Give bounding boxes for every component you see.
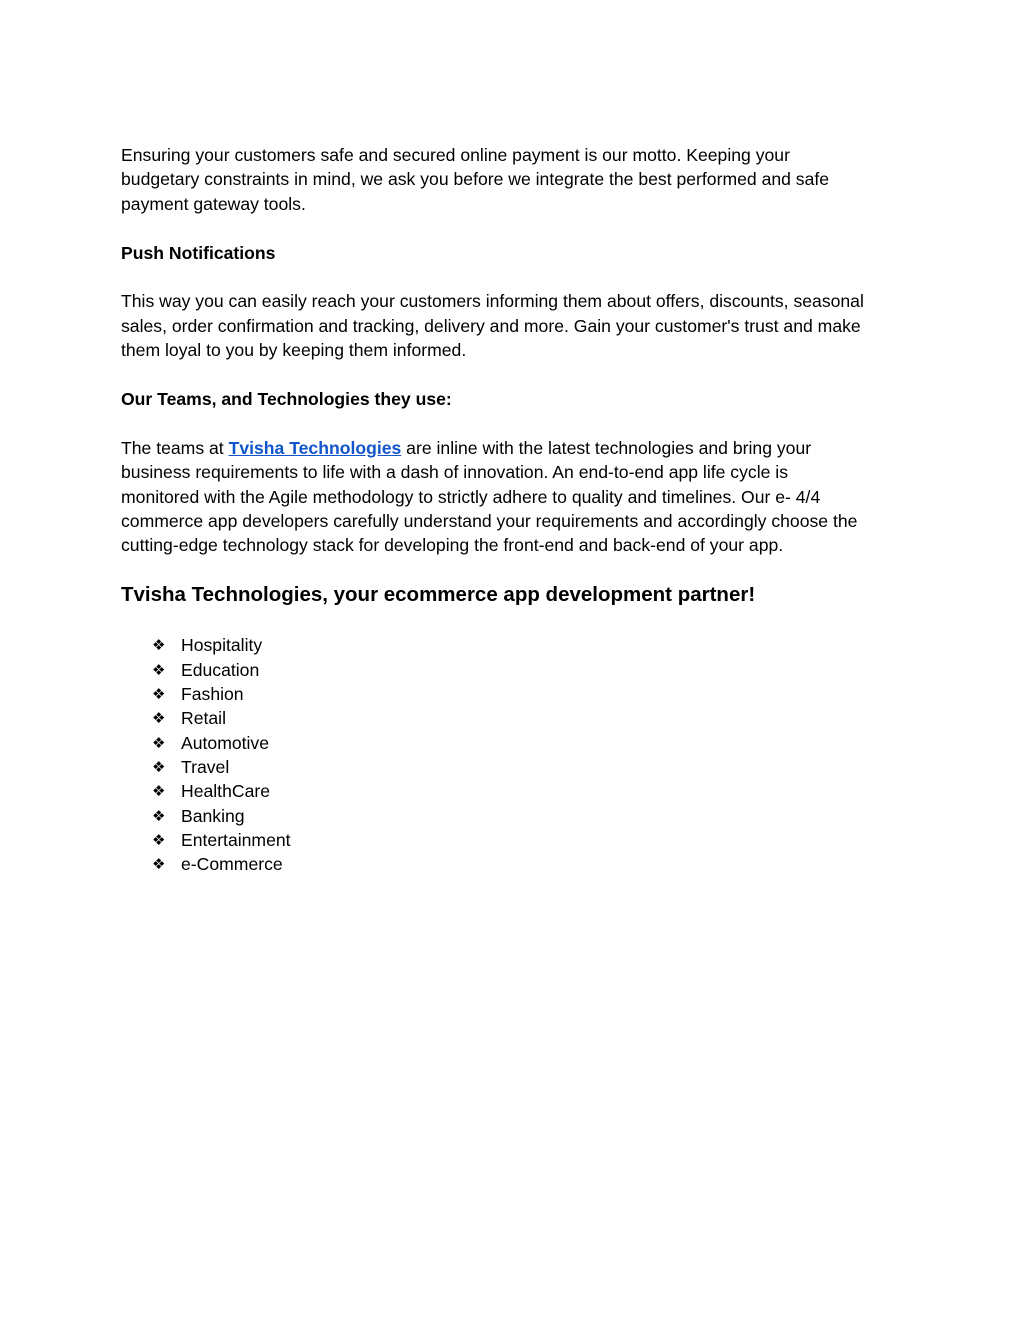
teams-line-1 [121,436,921,460]
payment-line: Ensuring your customers safe and secured online payment is our motto. Keeping your [121,145,790,165]
diamond-bullet-icon: ❖ [152,782,166,801]
diamond-bullet-icon: ❖ [152,660,166,679]
industry-label: Banking [181,805,245,826]
teams-line: cutting-edge technology stack for developing the front-end and back-end of your app. [121,535,784,556]
teams-line: commerce app developers carefully understand your requirements and accordingly choose the [121,511,858,532]
diamond-bullet-icon: ❖ [152,757,166,776]
payment-line: budgetary constraints in mind, we ask you before we integrate the best performed and safe [121,169,830,190]
list-item [121,804,921,828]
teams-paragraph [121,436,921,558]
diamond-bullet-icon: ❖ [152,830,166,849]
list-item [121,658,921,682]
list-item [121,779,921,803]
partner-heading: Tvisha Technologies, your ecommerce app development partner! [121,583,756,607]
teams-line-1-after: are inline with the latest technologies and bring your [401,437,812,458]
industry-label: Entertainment [181,829,291,850]
industry-label: e-Commerce [181,854,283,875]
list-item [121,755,921,779]
industry-label: Travel [181,756,230,777]
push-notifications-paragraph [121,289,921,362]
push-notifications-heading: Push Notifications [121,242,276,263]
list-item [121,731,921,755]
payment-paragraph [121,143,921,216]
industry-label: Fashion [181,683,244,704]
payment-line: payment gateway tools. [121,193,306,214]
industry-label: Hospitality [181,635,263,656]
push-line: them loyal to you by keeping them informed. [121,340,467,361]
list-item [121,682,921,706]
list-item [121,852,921,876]
teams-line-1-before: The teams at [121,437,229,458]
teams-line: monitored with the Agile methodology to strictly adhere to quality and timelines. Our e- 4/4 [121,486,821,507]
diamond-bullet-icon: ❖ [152,709,166,728]
diamond-bullet-icon: ❖ [152,806,166,825]
list-item [121,828,921,852]
industry-label: Automotive [181,732,270,753]
diamond-bullet-icon: ❖ [152,684,166,703]
teams-heading: Our Teams, and Technologies they use: [121,389,452,410]
industries-list [121,633,921,876]
industry-label: HealthCare [181,781,270,802]
industry-label: Education [181,659,260,680]
diamond-bullet-icon: ❖ [152,855,166,874]
push-line: sales, order confirmation and tracking, delivery and more. Gain your customer's trust and make [121,315,861,336]
document-page [121,143,921,877]
tvisha-technologies-link[interactable]: Tvisha Technologies [228,437,402,458]
diamond-bullet-icon: ❖ [152,636,166,655]
diamond-bullet-icon: ❖ [152,733,166,752]
list-item [121,706,921,730]
list-item [121,633,921,657]
teams-line: business requirements to life with a dash of innovation. An end-to-end app life cycle is [121,462,788,483]
industry-label: Retail [181,708,226,729]
push-line: This way you can easily reach your customers informing them about offers, discounts, seasonal [121,291,864,312]
